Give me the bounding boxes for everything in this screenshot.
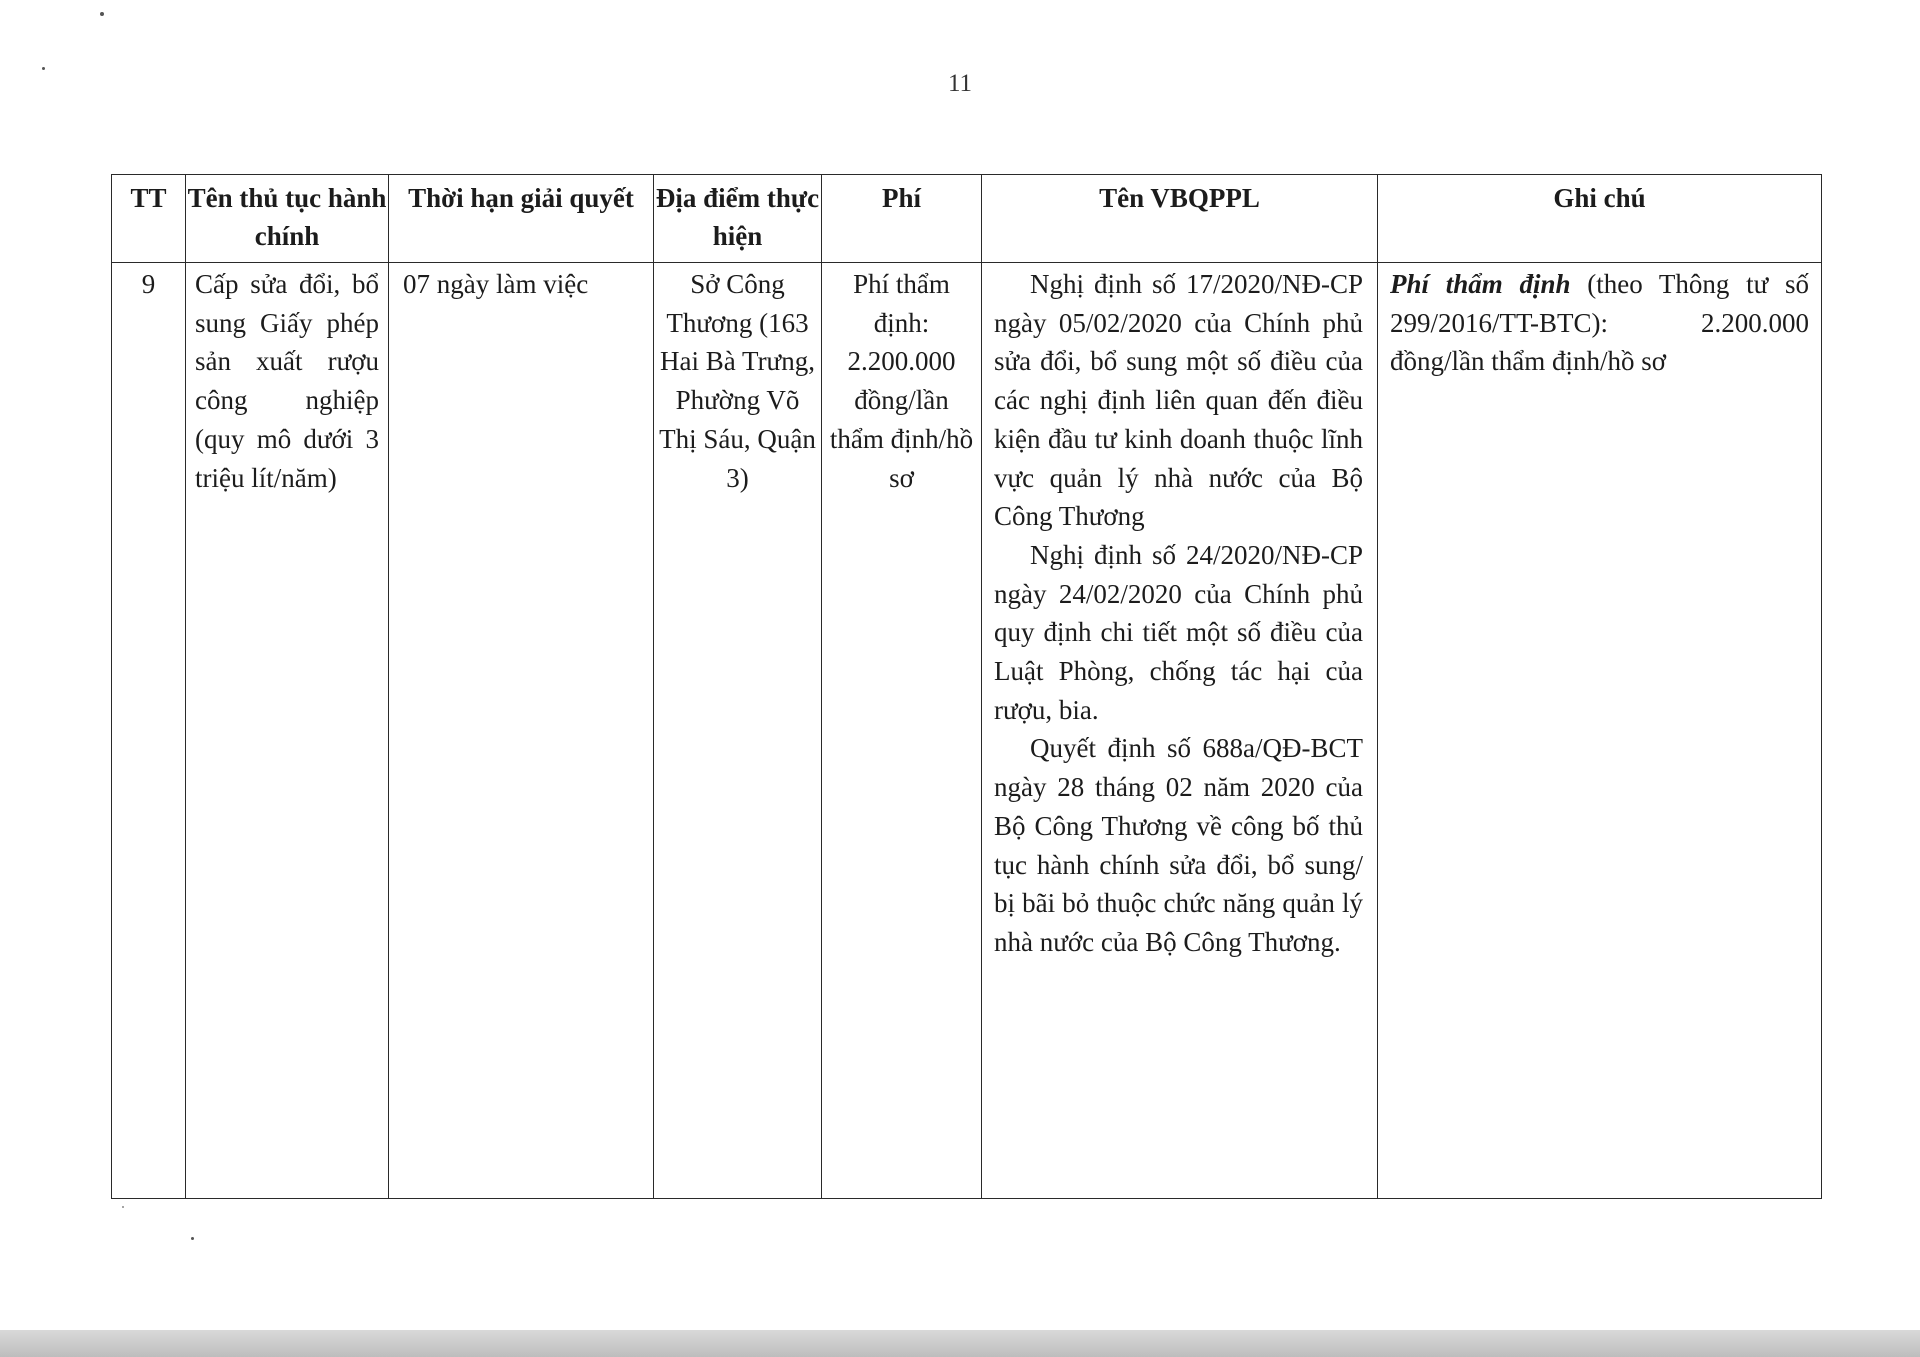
procedure-table: [111, 174, 1822, 1199]
header-procedure-name: Tên thủ tục hành chính: [186, 175, 389, 263]
scanner-edge: [0, 1330, 1920, 1357]
cell-notes: [1378, 263, 1822, 1199]
header-location: Địa điểm thực hiện: [654, 175, 822, 263]
legal-document-item: Nghị định số 17/2020/NĐ-CP ngày 05/02/2020 của Chính phủ sửa đổi, bổ sung một số điều của các nghị định liên quan đến điều kiện đầu tư kinh doanh thuộc lĩnh vực quản lý nhà nước của Bộ Công Thương: [994, 269, 1363, 532]
page-number: 11: [947, 70, 973, 97]
note-emphasis: Phí thẩm định: [1390, 269, 1571, 299]
cell-tt: 9: [112, 263, 186, 1199]
legal-document-item: Nghị định số 24/2020/NĐ-CP ngày 24/02/2020 của Chính phủ quy định chi tiết một số điều của Luật Phòng, chống tác hại của rượu, bia.: [994, 539, 1363, 725]
cell-fee: Phí thẩm định: 2.200.000 đồng/lần thẩm định/hồ sơ: [822, 263, 982, 1199]
header-fee: Phí: [822, 175, 982, 263]
table-header-row: [112, 175, 1822, 263]
cell-legal-documents: [982, 263, 1378, 1199]
table-row: [112, 263, 1822, 1199]
scan-speck: [100, 12, 104, 16]
cell-location: Sở Công Thương (163 Hai Bà Trưng, Phường Võ Thị Sáu, Quận 3): [654, 263, 822, 1199]
note-text: (theo Thông tư số 299/2016/TT-BTC): 2.200.000 đồng/lần thẩm định/hồ sơ: [1390, 269, 1809, 377]
cell-processing-time: 07 ngày làm việc: [389, 263, 654, 1199]
header-tt: TT: [112, 175, 186, 263]
header-legal-documents: Tên VBQPPL: [982, 175, 1378, 263]
legal-document-item: Quyết định số 688a/QĐ-BCT ngày 28 tháng 02 năm 2020 của Bộ Công Thương về công bố thủ tục hành chính sửa đổi, bổ sung/ bị bãi bỏ thuộc chức năng quản lý nhà nước của Bộ Công Thương.: [994, 733, 1363, 957]
cell-procedure-name: Cấp sửa đổi, bổ sung Giấy phép sản xuất rượu công nghiệp (quy mô dưới 3 triệu lít/năm): [186, 263, 389, 1199]
scan-speck: [191, 1237, 194, 1240]
note-paragraph: [1390, 265, 1809, 381]
header-notes: Ghi chú: [1378, 175, 1822, 263]
header-processing-time: Thời hạn giải quyết: [389, 175, 654, 263]
scan-speck: [122, 1206, 124, 1208]
